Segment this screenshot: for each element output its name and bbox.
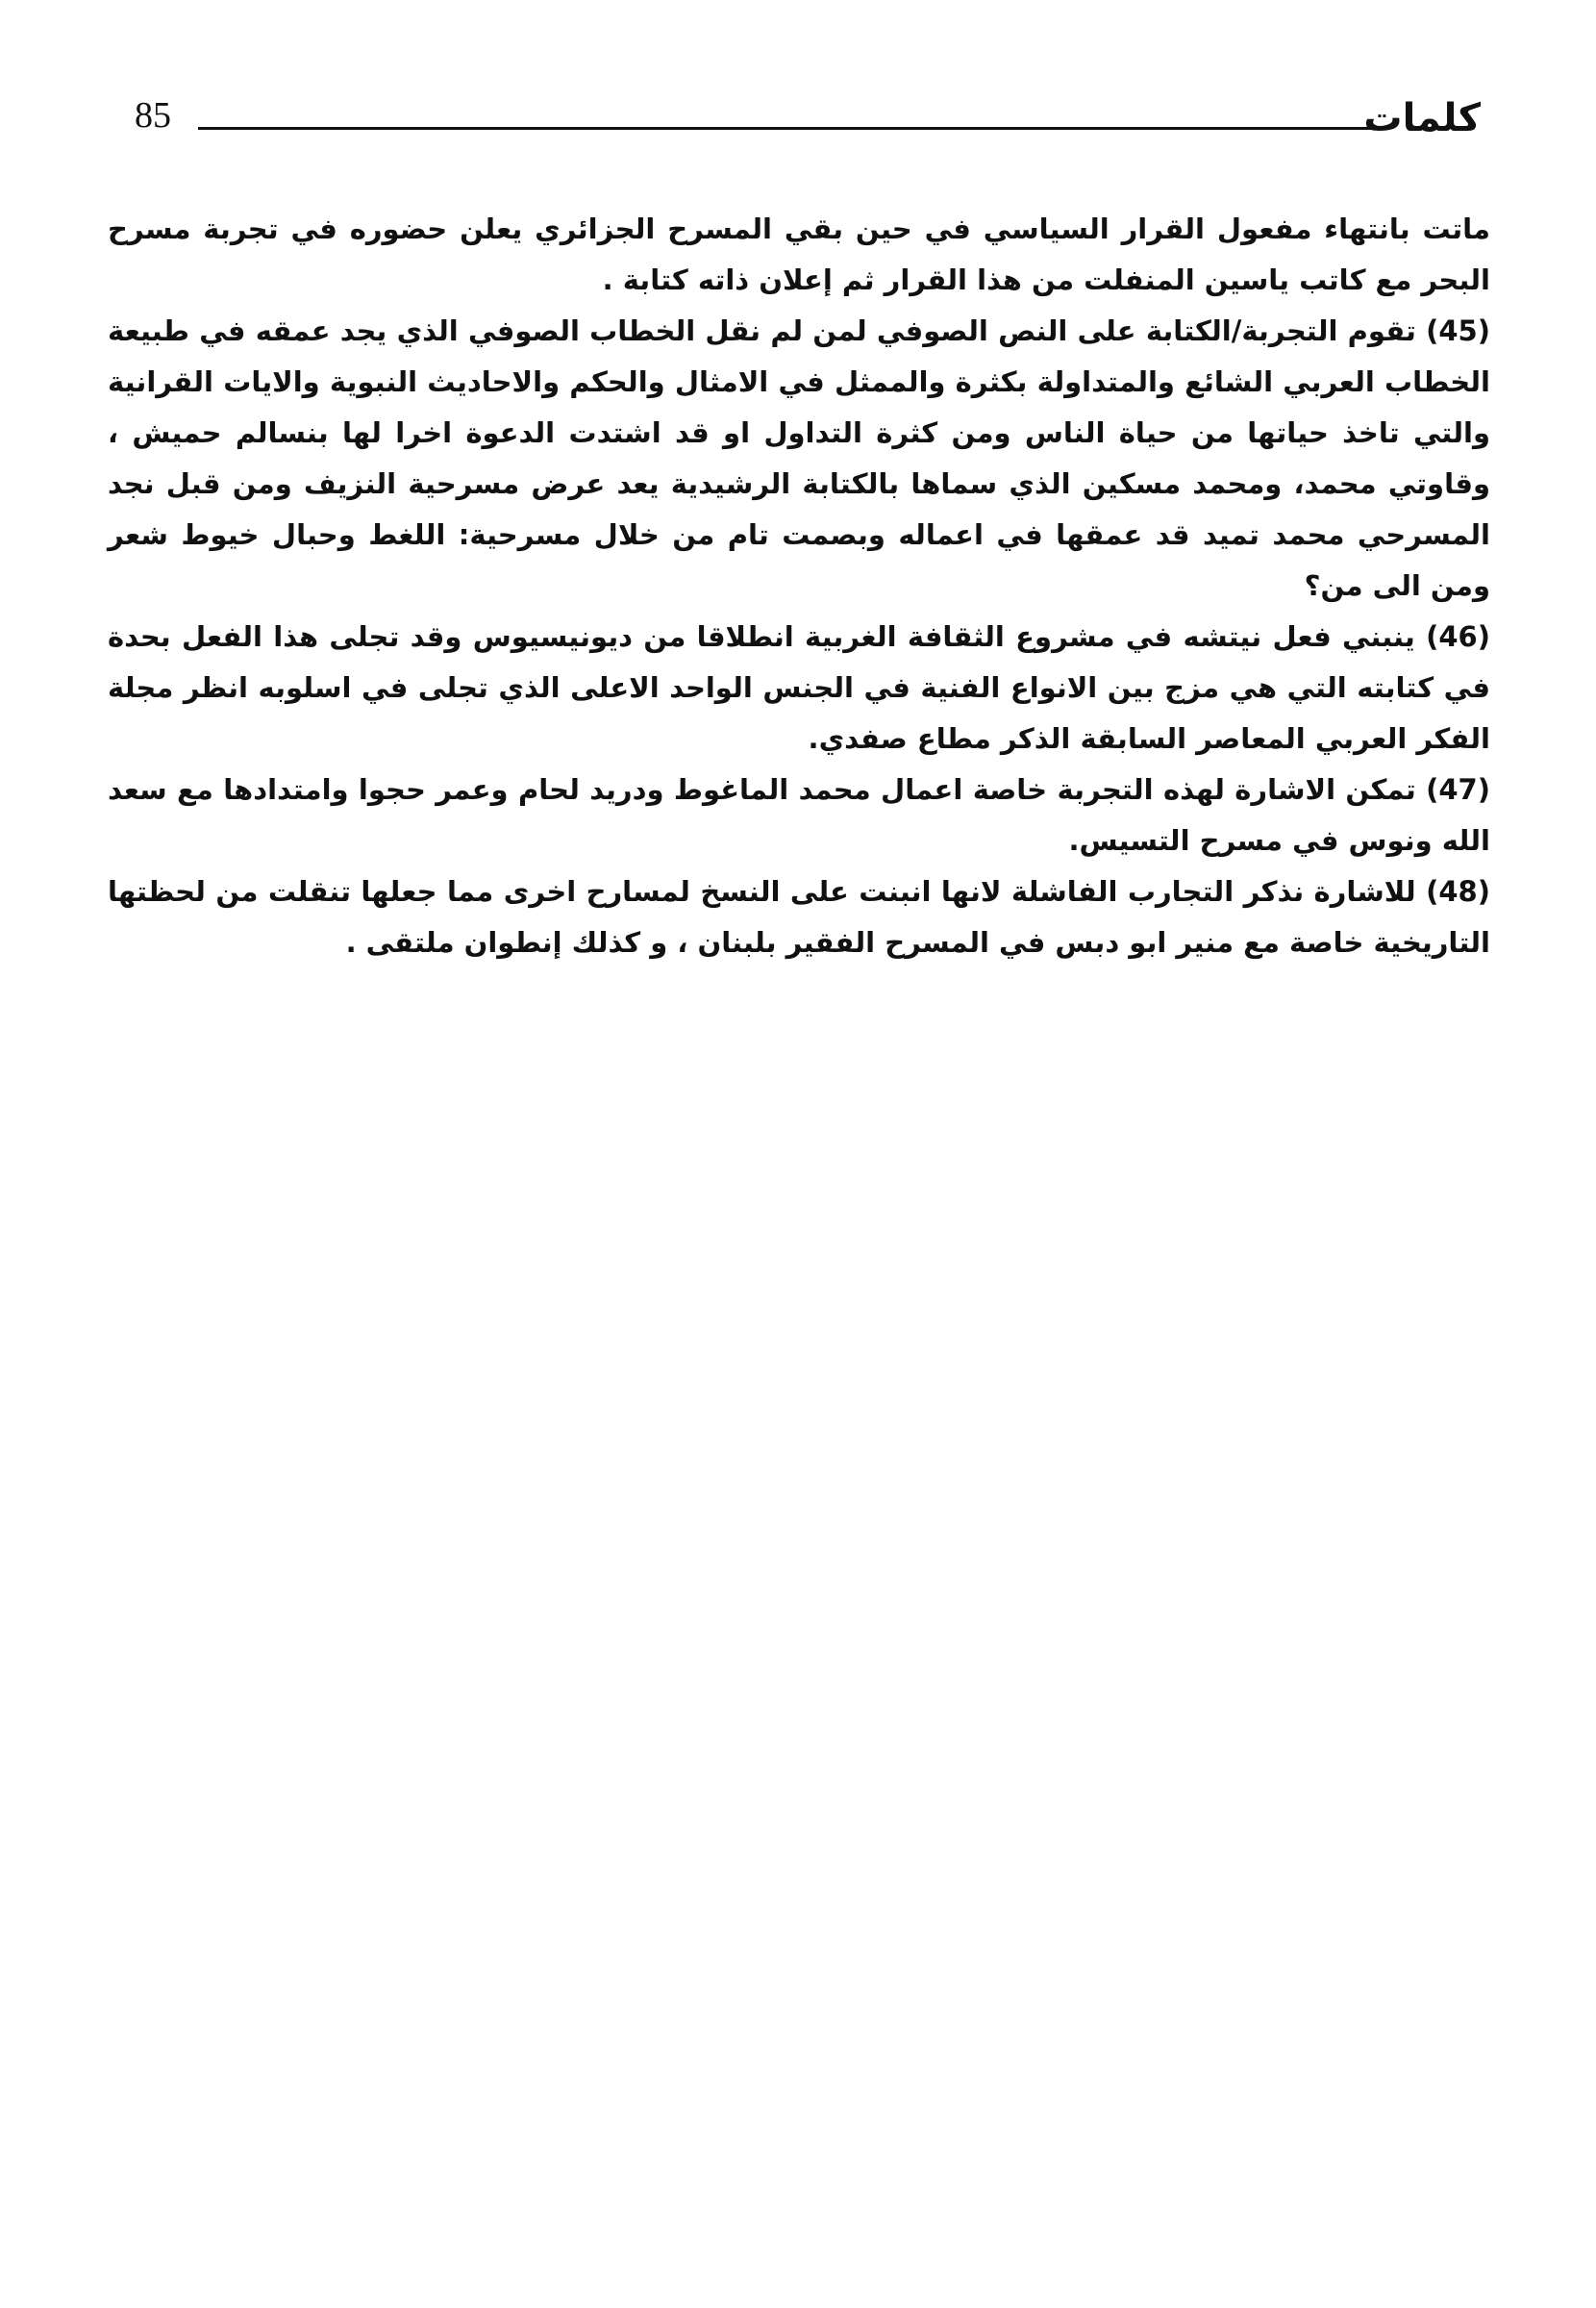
page-number: 85	[135, 95, 171, 136]
footnote-47: (47) تمكن الاشارة لهذه التجربة خاصة اعمال محمد الماغوط ودريد لحام وعمر حجوا وامتدادها مع سعد الله ونوس في مسرح التسيس.	[108, 773, 1490, 857]
footnote-45: (45) تقوم التجربة/الكتابة على النص الصوفي لمن لم نقل الخطاب الصوفي الذي يجد عمقه في طبيعة الخطاب العربي الشائع والمتداولة بكثرة والممثل في الامثال والحكم والاحاديث النبوية والايات القرانية والتي تاخذ حياتها من حياة الناس ومن كثرة التداول او قد اشتدت الدعوة اخرا لها بنسالم حميش ، وقاوتي محمد، ومحمد مسكين الذي سماها بالكتابة الرشيدية يعد عرض مسرحية النزيف ومن قبل نجد المسرحي محمد تميد قد عمقها في اعماله وبصمت تام من خلال مسرحية: اللغط وحبال خيوط شعر ومن الى من؟	[108, 314, 1490, 602]
paragraph-continuation: ماتت بانتهاء مفعول القرار السياسي في حين بقي المسرح الجزائري يعلن حضوره في تجربة مسرح البحر مع كاتب ياسين المنفلت من هذا القرار ثم إعلان ذاته كتابة .	[108, 213, 1490, 296]
page-header	[135, 92, 1481, 150]
footnote-48: (48) للاشارة نذكر التجارب الفاشلة لانها انبنت على النسخ لمسارح اخرى مما جعلها تنقلت من لحظتها التاريخية خاصة مع منير ابو دبس في المسرح الفقير بلبنان ، و كذلك إنطوان ملتقى .	[108, 875, 1490, 959]
header-rule	[198, 127, 1373, 130]
page-body	[108, 204, 1490, 968]
running-title: كلمات	[1363, 96, 1481, 140]
footnote-46: (46) ينبني فعل نيتشه في مشروع الثقافة الغربية انطلاقا من ديونيسيوس وقد تجلى هذا الفعل بحدة في كتابته التي هي مزج بين الانواع الفنية في الجنس الواحد الاعلى الذي تجلى في اسلوبه انظر مجلة الفكر العربي المعاصر السابقة الذكر مطاع صفدي.	[108, 620, 1490, 755]
